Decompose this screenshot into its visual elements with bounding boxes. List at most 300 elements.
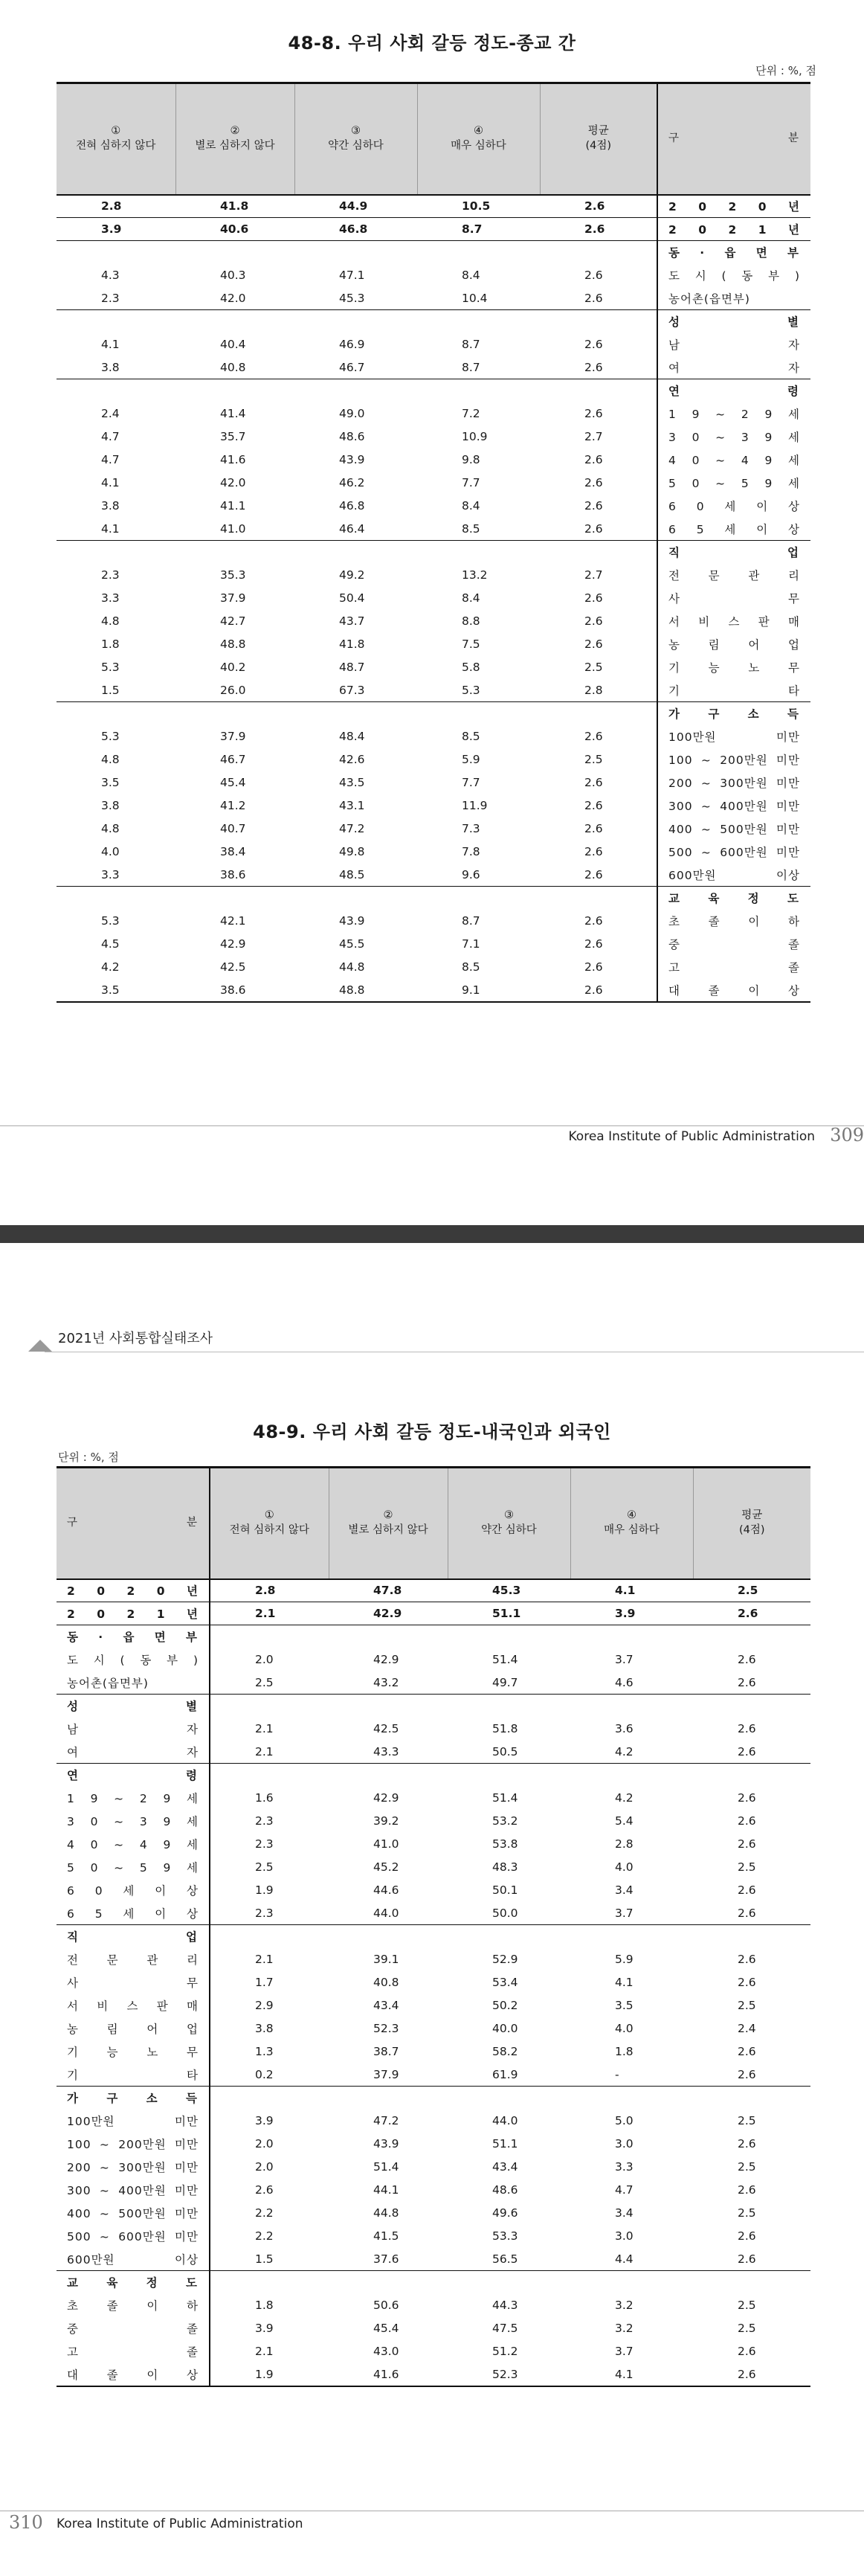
value-cell: 43.5 bbox=[339, 776, 365, 789]
total-row bbox=[57, 1579, 810, 1602]
value-cell: 8.7 bbox=[462, 914, 480, 928]
total-row bbox=[57, 218, 810, 241]
value-cell: 3.3 bbox=[101, 591, 120, 605]
row-label: 500 ~ 600만원 미만 bbox=[657, 841, 810, 864]
value-cell: 43.4 bbox=[373, 1999, 399, 2012]
value-cell: 2.2 bbox=[255, 2206, 274, 2220]
value-cell: 5.3 bbox=[462, 683, 480, 697]
value-cell: 61.9 bbox=[492, 2067, 518, 2081]
row-label: 기 타 bbox=[657, 679, 810, 702]
avg-cell: 2.6 bbox=[738, 2045, 756, 2058]
value-cell: 2.6 bbox=[255, 2183, 274, 2197]
avg-cell: 2.5 bbox=[738, 2206, 756, 2220]
row-label: 대 졸 이 상 bbox=[57, 2363, 210, 2386]
avg-cell: 2.6 bbox=[738, 1814, 756, 1828]
table-row bbox=[57, 1671, 810, 1695]
table-row bbox=[57, 1648, 810, 1671]
value-cell: 3.8 bbox=[101, 799, 120, 812]
value-cell: 45.4 bbox=[373, 2322, 399, 2335]
row-label: 600만원 이상 bbox=[657, 864, 810, 887]
value-cell: 46.8 bbox=[294, 218, 417, 241]
group-header-row bbox=[57, 702, 810, 725]
avg-cell bbox=[540, 541, 657, 564]
value-cell: 3.7 bbox=[615, 2345, 634, 2358]
value-cell: 2.8 bbox=[255, 1584, 276, 1598]
value-cell: 51.2 bbox=[492, 2345, 518, 2358]
value-cell: 4.4 bbox=[615, 2252, 634, 2266]
value-cell: 43.1 bbox=[339, 799, 365, 812]
value-cell: 4.8 bbox=[101, 753, 120, 766]
value-cell: 53.4 bbox=[492, 1976, 518, 1989]
value-cell: 47.5 bbox=[492, 2322, 518, 2335]
value-cell: 43.9 bbox=[339, 453, 365, 466]
row-label: 교 육 정 도 bbox=[657, 887, 810, 910]
value-cell: 3.4 bbox=[615, 1883, 634, 1897]
value-cell: 48.5 bbox=[339, 867, 365, 881]
row-label: 남 자 bbox=[57, 1718, 210, 1741]
col-header-3: ③ 약간 심하다 bbox=[294, 83, 417, 195]
value-cell: 41.0 bbox=[220, 521, 246, 536]
value-cell bbox=[175, 241, 294, 264]
avg-cell bbox=[540, 702, 657, 725]
avg-cell: 2.5 bbox=[738, 1584, 758, 1598]
table-row bbox=[57, 979, 810, 1002]
value-cell: 2.8 bbox=[101, 199, 122, 213]
table-row bbox=[57, 725, 810, 748]
avg-cell: 2.6 bbox=[584, 822, 603, 835]
value-cell bbox=[329, 1925, 448, 1948]
row-label: 500 ~ 600만원 미만 bbox=[57, 2225, 210, 2248]
value-cell: 40.0 bbox=[492, 2022, 518, 2035]
table-row bbox=[57, 333, 810, 356]
value-cell: 39.2 bbox=[373, 1814, 399, 1828]
row-label: 400 ~ 500만원 미만 bbox=[657, 818, 810, 841]
value-cell: 41.5 bbox=[373, 2229, 399, 2243]
row-label: 농 림 어 업 bbox=[657, 633, 810, 656]
value-cell bbox=[210, 2087, 329, 2110]
value-cell: 58.2 bbox=[492, 2045, 518, 2058]
row-label: 직 업 bbox=[657, 541, 810, 564]
value-cell: 2.1 bbox=[210, 1602, 329, 1625]
row-label: 직 업 bbox=[57, 1925, 210, 1948]
value-cell: 42.5 bbox=[373, 1722, 399, 1735]
avg-cell: 2.6 bbox=[738, 2067, 756, 2081]
col-header-1: ① 전혀 심하지 않다 bbox=[210, 1468, 329, 1579]
row-label: 농 림 어 업 bbox=[57, 2017, 210, 2040]
row-label: 연 령 bbox=[57, 1764, 210, 1787]
value-cell: 50.5 bbox=[492, 1744, 518, 1758]
total-row bbox=[57, 1602, 810, 1625]
value-cell: 50.2 bbox=[492, 1999, 518, 2012]
avg-cell: 2.6 bbox=[584, 199, 605, 213]
value-cell: 43.9 bbox=[339, 914, 365, 928]
value-cell: 44.8 bbox=[339, 960, 365, 974]
value-cell: 67.3 bbox=[339, 683, 365, 697]
avg-cell: 2.6 bbox=[693, 2363, 810, 2386]
table-row bbox=[57, 2317, 810, 2340]
table-row bbox=[57, 2017, 810, 2040]
value-cell: 37.9 bbox=[220, 730, 246, 743]
group-header-row bbox=[57, 1695, 810, 1718]
value-cell bbox=[448, 2271, 570, 2294]
value-cell bbox=[294, 541, 417, 564]
value-cell: 4.7 bbox=[615, 2183, 634, 2197]
value-cell: 43.4 bbox=[492, 2160, 518, 2174]
table-header-row bbox=[57, 83, 810, 195]
row-label: 4 0 ~ 4 9 세 bbox=[657, 449, 810, 472]
table-row bbox=[57, 679, 810, 702]
avg-cell: 2.5 bbox=[584, 753, 603, 766]
value-cell bbox=[448, 1695, 570, 1718]
value-cell: 8.4 bbox=[462, 269, 480, 282]
table-row bbox=[57, 2110, 810, 2133]
value-cell: 48.8 bbox=[294, 979, 417, 1002]
row-label: 100 ~ 200만원 미만 bbox=[57, 2133, 210, 2156]
total-row bbox=[57, 195, 810, 218]
table-row bbox=[57, 449, 810, 472]
value-cell: 2.1 bbox=[255, 1744, 274, 1758]
value-cell: 3.8 bbox=[101, 499, 120, 513]
value-cell: 7.7 bbox=[462, 476, 480, 489]
table-row bbox=[57, 2225, 810, 2248]
row-label: 서 비 스 판 매 bbox=[657, 610, 810, 633]
avg-cell: 2.6 bbox=[584, 521, 603, 536]
group-header-row bbox=[57, 379, 810, 402]
value-cell: 48.3 bbox=[492, 1860, 518, 1874]
value-cell: 51.4 bbox=[373, 2160, 399, 2174]
value-cell: 2.5 bbox=[255, 1860, 274, 1874]
value-cell: 49.2 bbox=[339, 568, 365, 582]
value-cell: 8.7 bbox=[462, 360, 480, 374]
avg-cell: 2.6 bbox=[584, 453, 603, 466]
value-cell: 53.3 bbox=[492, 2229, 518, 2243]
row-label: 5 0 ~ 5 9 세 bbox=[57, 1856, 210, 1879]
stat-table bbox=[57, 82, 810, 1003]
value-cell: 47.8 bbox=[373, 1584, 402, 1598]
row-label: 3 0 ~ 3 9 세 bbox=[57, 1810, 210, 1833]
value-cell: 3.3 bbox=[615, 2160, 634, 2174]
value-cell: 47.2 bbox=[373, 2114, 399, 2127]
row-label: 1 9 ~ 2 9 세 bbox=[57, 1787, 210, 1810]
row-label: 농어촌(읍면부) bbox=[657, 287, 810, 310]
value-cell: 40.7 bbox=[220, 822, 246, 835]
table-row bbox=[57, 771, 810, 794]
value-cell: 5.3 bbox=[101, 730, 120, 743]
category-header: 구 분 bbox=[57, 1468, 210, 1579]
avg-cell: 2.6 bbox=[738, 1906, 756, 1920]
value-cell bbox=[175, 887, 294, 910]
row-label: 200 ~ 300만원 미만 bbox=[57, 2156, 210, 2179]
value-cell: 42.0 bbox=[220, 291, 246, 305]
value-cell: 52.9 bbox=[492, 1953, 518, 1966]
value-cell: 48.6 bbox=[492, 2183, 518, 2197]
value-cell bbox=[294, 241, 417, 264]
value-cell: 8.7 bbox=[462, 338, 480, 351]
avg-cell: 2.5 bbox=[738, 1999, 756, 2012]
stat-table bbox=[57, 1466, 810, 2387]
value-cell: 3.5 bbox=[615, 1999, 634, 2012]
group-header-row bbox=[57, 2087, 810, 2110]
value-cell bbox=[329, 1764, 448, 1787]
value-cell bbox=[57, 310, 175, 333]
table-row bbox=[57, 1810, 810, 1833]
value-cell: 3.2 bbox=[615, 2322, 634, 2335]
value-cell: 8.4 bbox=[462, 499, 480, 513]
value-cell: 2.3 bbox=[255, 1814, 274, 1828]
value-cell: 4.7 bbox=[101, 453, 120, 466]
row-label: 도 시 ( 동 부 ) bbox=[57, 1648, 210, 1671]
row-label: 3 0 ~ 3 9 세 bbox=[657, 425, 810, 449]
value-cell: 50.6 bbox=[373, 2299, 399, 2312]
value-cell: 43.7 bbox=[339, 614, 365, 628]
avg-cell: 2.6 bbox=[584, 960, 603, 974]
category-header: 구 분 bbox=[657, 83, 810, 195]
value-cell: 8.5 bbox=[462, 730, 480, 743]
row-label: 중 졸 bbox=[657, 933, 810, 956]
table-row bbox=[57, 2063, 810, 2087]
avg-cell: 2.6 bbox=[584, 360, 603, 374]
row-label: 연 령 bbox=[657, 379, 810, 402]
table-row bbox=[57, 1879, 810, 1902]
avg-cell bbox=[693, 1764, 810, 1787]
value-cell: 47.1 bbox=[339, 269, 365, 282]
avg-cell bbox=[693, 1925, 810, 1948]
table-row bbox=[57, 402, 810, 425]
table-row bbox=[57, 1994, 810, 2017]
value-cell: 48.4 bbox=[339, 730, 365, 743]
row-label: 동 · 읍 면 부 bbox=[57, 1625, 210, 1648]
value-cell: 38.6 bbox=[220, 867, 246, 881]
value-cell: 3.5 bbox=[101, 776, 120, 789]
row-label: 2 0 2 0 년 bbox=[657, 195, 810, 218]
value-cell: 2.0 bbox=[255, 2137, 274, 2151]
avg-cell: 2.6 bbox=[584, 730, 603, 743]
table-row bbox=[57, 610, 810, 633]
avg-cell: 2.6 bbox=[738, 1791, 756, 1805]
value-cell: 41.1 bbox=[220, 499, 246, 513]
value-cell: 7.1 bbox=[462, 937, 480, 951]
value-cell: 50.0 bbox=[492, 1906, 518, 1920]
value-cell: 40.2 bbox=[220, 661, 246, 674]
value-cell: 3.8 bbox=[101, 360, 120, 374]
value-cell: 3.0 bbox=[615, 2229, 634, 2243]
avg-cell: 2.6 bbox=[584, 914, 603, 928]
value-cell bbox=[294, 702, 417, 725]
value-cell: 50.1 bbox=[492, 1883, 518, 1897]
table-row bbox=[57, 1741, 810, 1764]
avg-cell: 2.5 bbox=[738, 2114, 756, 2127]
value-cell bbox=[175, 702, 294, 725]
value-cell: 3.5 bbox=[57, 979, 175, 1002]
value-cell: 42.0 bbox=[220, 476, 246, 489]
value-cell: 52.3 bbox=[373, 2022, 399, 2035]
row-label: 가 구 소 득 bbox=[57, 2087, 210, 2110]
value-cell: 7.2 bbox=[462, 407, 480, 420]
value-cell: 38.6 bbox=[175, 979, 294, 1002]
avg-cell: 2.6 bbox=[693, 1602, 810, 1625]
table-row bbox=[57, 495, 810, 518]
avg-cell: 2.6 bbox=[738, 1744, 756, 1758]
value-cell: 44.0 bbox=[492, 2114, 518, 2127]
value-cell: 49.6 bbox=[492, 2206, 518, 2220]
value-cell: 4.1 bbox=[570, 2363, 693, 2386]
avg-cell: 2.4 bbox=[738, 2022, 756, 2035]
row-label: 농어촌(읍면부) bbox=[57, 1671, 210, 1695]
value-cell bbox=[294, 379, 417, 402]
avg-cell: 2.6 bbox=[584, 269, 603, 282]
table-row bbox=[57, 2133, 810, 2156]
table-header-row bbox=[57, 1468, 810, 1579]
row-label: 동 · 읍 면 부 bbox=[657, 241, 810, 264]
table-row bbox=[57, 1902, 810, 1925]
value-cell: 4.1 bbox=[101, 521, 120, 536]
value-cell: 42.9 bbox=[373, 1791, 399, 1805]
table-row bbox=[57, 841, 810, 864]
value-cell: 42.9 bbox=[220, 937, 246, 951]
value-cell: 2.0 bbox=[255, 1653, 274, 1666]
value-cell: 3.4 bbox=[615, 2206, 634, 2220]
value-cell: 35.7 bbox=[220, 430, 246, 443]
value-cell: 49.8 bbox=[339, 845, 365, 858]
value-cell: 53.2 bbox=[492, 1814, 518, 1828]
value-cell: 37.9 bbox=[373, 2067, 399, 2081]
value-cell: 3.6 bbox=[615, 1722, 634, 1735]
value-cell: 9.1 bbox=[417, 979, 540, 1002]
value-cell bbox=[210, 1695, 329, 1718]
row-label: 200 ~ 300만원 미만 bbox=[657, 771, 810, 794]
value-cell: 37.6 bbox=[373, 2252, 399, 2266]
value-cell: 9.6 bbox=[462, 867, 480, 881]
value-cell: 42.7 bbox=[220, 614, 246, 628]
avg-cell: 2.6 bbox=[738, 2137, 756, 2151]
value-cell: 2.1 bbox=[255, 1953, 274, 1966]
avg-cell: 2.6 bbox=[584, 614, 603, 628]
row-label: 중 졸 bbox=[57, 2317, 210, 2340]
value-cell: 35.3 bbox=[220, 568, 246, 582]
value-cell: 42.1 bbox=[220, 914, 246, 928]
avg-cell: 2.6 bbox=[584, 845, 603, 858]
row-label: 가 구 소 득 bbox=[657, 702, 810, 725]
value-cell bbox=[175, 379, 294, 402]
row-label: 6 0 세 이 상 bbox=[57, 1879, 210, 1902]
value-cell: 38.7 bbox=[373, 2045, 399, 2058]
row-label: 600만원 이상 bbox=[57, 2248, 210, 2271]
value-cell: 41.6 bbox=[220, 453, 246, 466]
group-header-row bbox=[57, 2271, 810, 2294]
row-label: 100만원 미만 bbox=[657, 725, 810, 748]
group-header-row bbox=[57, 1764, 810, 1787]
value-cell: 3.7 bbox=[615, 1653, 634, 1666]
value-cell: 1.5 bbox=[255, 2252, 274, 2266]
table-row bbox=[57, 2202, 810, 2225]
avg-cell: 2.6 bbox=[738, 2252, 756, 2266]
value-cell: 5.8 bbox=[462, 661, 480, 674]
header-mark-icon bbox=[28, 1340, 52, 1352]
value-cell bbox=[417, 241, 540, 264]
value-cell: 45.5 bbox=[339, 937, 365, 951]
value-cell: 42.9 bbox=[329, 1602, 448, 1625]
avg-cell bbox=[693, 2271, 810, 2294]
value-cell: 46.2 bbox=[339, 476, 365, 489]
col-header-4: ④ 매우 심하다 bbox=[417, 83, 540, 195]
value-cell bbox=[448, 2087, 570, 2110]
row-label: 300 ~ 400만원 미만 bbox=[57, 2179, 210, 2202]
value-cell: 4.1 bbox=[101, 338, 120, 351]
value-cell bbox=[417, 887, 540, 910]
value-cell: 40.3 bbox=[220, 269, 246, 282]
value-cell: 2.5 bbox=[255, 1675, 274, 1689]
value-cell: 51.4 bbox=[492, 1653, 518, 1666]
value-cell: 1.9 bbox=[210, 2363, 329, 2386]
value-cell: 10.9 bbox=[462, 430, 488, 443]
value-cell bbox=[570, 2271, 693, 2294]
value-cell: 5.0 bbox=[615, 2114, 634, 2127]
value-cell: - bbox=[615, 2067, 619, 2081]
value-cell bbox=[570, 1764, 693, 1787]
row-label: 고 졸 bbox=[657, 956, 810, 979]
avg-cell: 2.6 bbox=[584, 937, 603, 951]
avg-cell: 2.6 bbox=[738, 1675, 756, 1689]
value-cell: 41.8 bbox=[339, 637, 365, 651]
row-label: 기 능 노 무 bbox=[657, 656, 810, 679]
row-label: 성 별 bbox=[57, 1695, 210, 1718]
value-cell: 40.4 bbox=[220, 338, 246, 351]
row-label: 교 육 정 도 bbox=[57, 2271, 210, 2294]
value-cell: 7.3 bbox=[462, 822, 480, 835]
value-cell: 4.1 bbox=[615, 1976, 634, 1989]
value-cell: 1.9 bbox=[255, 1883, 274, 1897]
group-header-row bbox=[57, 1625, 810, 1648]
row-label: 초 졸 이 하 bbox=[657, 910, 810, 933]
avg-cell: 2.8 bbox=[584, 683, 603, 697]
row-label: 사 무 bbox=[57, 1971, 210, 1994]
avg-cell: 2.6 bbox=[584, 291, 603, 305]
table-row bbox=[57, 910, 810, 933]
value-cell: 44.0 bbox=[373, 1906, 399, 1920]
group-header-row bbox=[57, 887, 810, 910]
avg-cell: 2.6 bbox=[584, 637, 603, 651]
value-cell: 1.8 bbox=[101, 637, 120, 651]
col-header-2: ② 별로 심하지 않다 bbox=[175, 83, 294, 195]
avg-cell: 2.6 bbox=[738, 2345, 756, 2358]
value-cell: 5.3 bbox=[101, 914, 120, 928]
avg-cell: 2.6 bbox=[738, 2229, 756, 2243]
value-cell bbox=[210, 2271, 329, 2294]
avg-cell bbox=[693, 2087, 810, 2110]
value-cell bbox=[57, 379, 175, 402]
group-header-row bbox=[57, 541, 810, 564]
row-label: 5 0 ~ 5 9 세 bbox=[657, 472, 810, 495]
col-header-4: ④ 매우 심하다 bbox=[570, 1468, 693, 1579]
running-header: 2021년 사회통합실태조사 bbox=[58, 1331, 213, 1346]
table-title: 48-9. 우리 사회 갈등 정도-내국인과 외국인 bbox=[253, 1422, 611, 1442]
value-cell: 37.9 bbox=[220, 591, 246, 605]
row-label: 도 시 ( 동 부 ) bbox=[657, 264, 810, 287]
value-cell: 3.8 bbox=[255, 2022, 274, 2035]
footer-text: Korea Institute of Public Administration bbox=[568, 1129, 815, 1144]
row-label: 6 5 세 이 상 bbox=[57, 1902, 210, 1925]
value-cell: 56.5 bbox=[492, 2252, 518, 2266]
group-header-row bbox=[57, 241, 810, 264]
value-cell bbox=[448, 1764, 570, 1787]
value-cell: 7.7 bbox=[462, 776, 480, 789]
value-cell bbox=[294, 887, 417, 910]
value-cell bbox=[175, 541, 294, 564]
table-row bbox=[57, 1948, 810, 1971]
value-cell: 4.2 bbox=[101, 960, 120, 974]
col-header-2: ② 별로 심하지 않다 bbox=[329, 1468, 448, 1579]
value-cell: 4.5 bbox=[101, 937, 120, 951]
